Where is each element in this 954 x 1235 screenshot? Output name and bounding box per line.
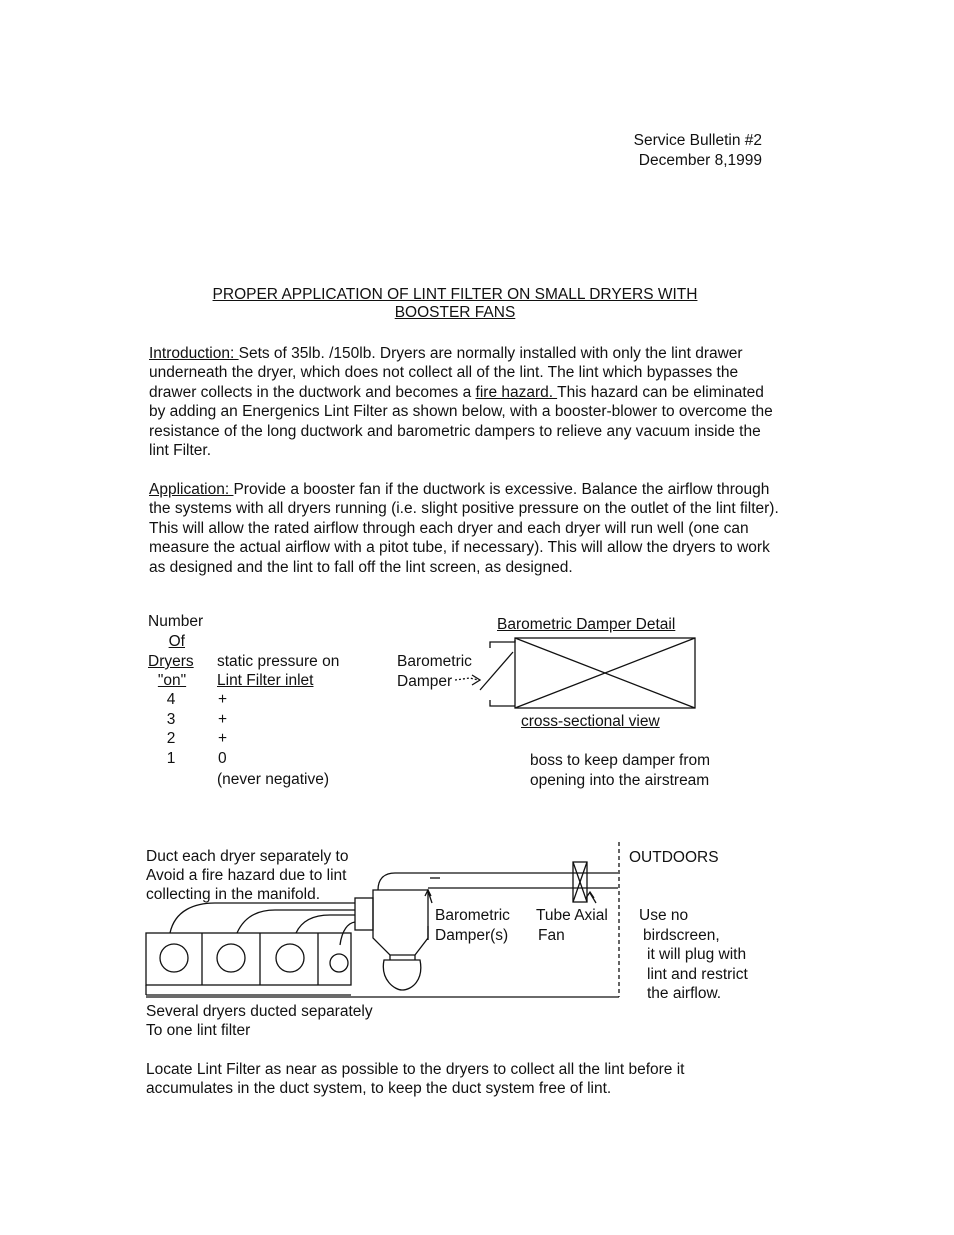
dryer-duct (296, 915, 355, 933)
duct-caption-line-2: To one lint filter (146, 1022, 251, 1039)
damper-label-line-2: Damper (397, 673, 453, 690)
birdscreen-note-line-4: lint and restrict (647, 966, 748, 983)
lint-collector (383, 960, 420, 990)
introduction-label: Introduction: (149, 345, 239, 362)
damper-label-line-1: Barometric (397, 653, 472, 670)
introduction-text: Sets of 35lb. /150lb. Dryers are normally installed with only the lint drawer underneath the dryer, which does not collect all of the lint. The lint which bypasses the drawer collects in the ductwork and becomes a (149, 345, 743, 401)
dryer-door (330, 954, 348, 972)
barometric-dampers-label-1: Barometric (435, 907, 510, 924)
birdscreen-note-line-1: Use no (639, 907, 689, 924)
inlet-collar (355, 898, 373, 930)
title-line-2: BOOSTER FANS (394, 304, 516, 321)
damper-caption: cross-sectional view (521, 713, 660, 730)
duct-note-line-1: Duct each dryer separately to (146, 848, 349, 865)
table-header-on: "on" (157, 672, 187, 689)
dryer-duct (237, 910, 355, 933)
table-row-dryers: 4 (166, 691, 176, 708)
table-row-pressure: + (218, 711, 228, 728)
table-row-dryers: 1 (166, 750, 176, 767)
table-header-dryers: Dryers (148, 653, 194, 670)
dryer-door (276, 944, 304, 972)
birdscreen-note-line-5: the airflow. (647, 985, 722, 1002)
birdscreen-note-line-3: it will plug with (647, 946, 747, 963)
duct-note-line-3: collecting in the manifold. (146, 886, 321, 903)
dryer-door (160, 944, 188, 972)
duct-note-line-2: Avoid a fire hazard due to lint (146, 867, 347, 884)
outdoors-label: OUTDOORS (629, 849, 719, 866)
bulletin-number: Service Bulletin #2 (633, 132, 762, 149)
table-row-pressure: + (218, 730, 228, 747)
introduction-text-end: This hazard can be eliminated by adding an Energenics Lint Filter as shown below, with a booster-blower to overcome the resistance of the long ductwork and barometric dampers to relieve any vacuum inside the lint Filter. (149, 383, 773, 460)
birdscreen-note-line-2: birdscreen, (643, 927, 720, 944)
table-row-dryers: 3 (166, 711, 176, 728)
table-row-pressure: 0 (218, 750, 227, 767)
bulletin-date: December 8,1999 (638, 152, 762, 169)
dryer-door (217, 944, 245, 972)
table-header-lint-filter-inlet: Lint Filter inlet (217, 672, 314, 689)
duct-caption-line-1: Several dryers ducted separately (146, 1003, 373, 1020)
table-header-of: Of (168, 633, 185, 650)
boss-note-line-1: boss to keep damper from (530, 752, 711, 769)
dryer-duct (170, 903, 355, 933)
table-note: (never negative) (217, 771, 330, 788)
table-row-pressure: + (218, 691, 228, 708)
boss-note-line-2: opening into the airstream (530, 772, 710, 789)
title-line-1: PROPER APPLICATION OF LINT FILTER ON SMALL DRYERS WITH (212, 286, 698, 303)
barometric-dampers-label-2: Damper(s) (435, 927, 509, 944)
dryer-bank (146, 933, 351, 985)
damper-detail-title: Barometric Damper Detail (497, 616, 676, 633)
table-row-dryers: 2 (166, 730, 176, 747)
closing-paragraph: Locate Lint Filter as near as possible to the dryers to collect all the lint before it accumulates in the duct system, to keep the duct system free of lint. (146, 1061, 685, 1098)
table-header-static-pressure: static pressure on (217, 653, 340, 670)
lint-filter-body (373, 890, 428, 955)
application-label: Application: (149, 481, 234, 498)
tube-axial-fan-label-1: Tube Axial (536, 907, 608, 924)
fire-hazard-text: fire hazard. (475, 383, 558, 401)
table-header-number: Number (148, 613, 204, 630)
tube-axial-fan-label-2: Fan (538, 927, 565, 944)
application-text: Provide a booster fan if the ductwork is excessive. Balance the airflow through the systems with all dryers running (i.e. slight positive pressure on the outlet of the lint filter). This will allow the rated airflow through each dryer and each dryer will run well (one can measure the actual airflow with a pitot tube, if necessary). This will allow the dryers to work as designed and the lint to fall off the lint screen, as designed. (149, 481, 779, 576)
